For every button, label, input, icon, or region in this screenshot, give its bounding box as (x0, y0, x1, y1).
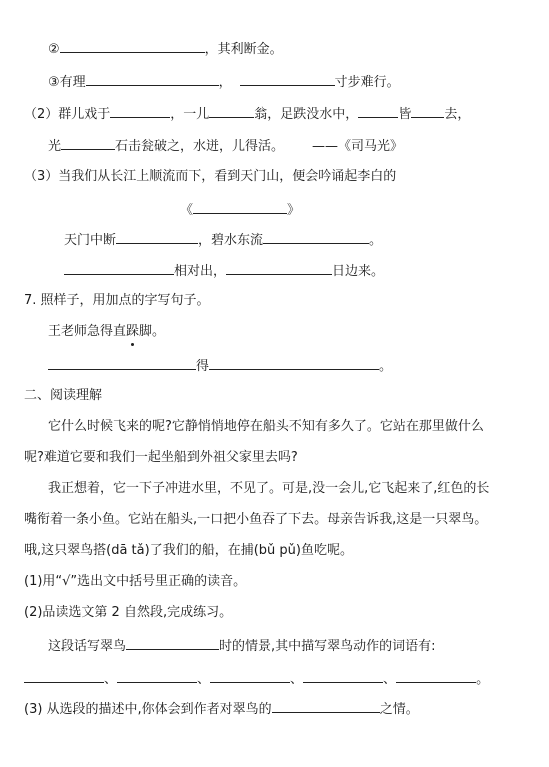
text: 石击瓮破之，水迸，儿得活。 (115, 139, 285, 154)
answer-blank[interactable] (209, 104, 254, 118)
answer-blank[interactable] (117, 669, 197, 683)
emphasis-dot (131, 343, 134, 346)
text: 时的情景,其中描写翠鸟动作的词语有: (219, 639, 436, 654)
q6-sub3-prompt: （3）当我们从长江上顺流而下，看到天门山，便会吟诵起李白的 (24, 169, 397, 184)
text: 天门中断 (64, 233, 117, 248)
q6-sub2-line1 (24, 104, 470, 122)
text: 相对出， (174, 264, 227, 279)
poem-line2 (64, 261, 384, 279)
passage-line: 哦,这只翠鸟搭(dā tǎ)了我们的船，在捕(bǔ pǔ)鱼吃呢。 (24, 543, 353, 558)
text: 《 (180, 203, 194, 218)
answer-blank[interactable] (86, 72, 219, 86)
question-3 (24, 699, 419, 717)
q6-item2 (48, 39, 283, 57)
poem-line1 (64, 230, 382, 248)
text: （2）群儿戏于 (24, 107, 111, 122)
source-citation: ——《司马光》 (312, 139, 404, 154)
emphasized-char: 跺 (126, 323, 139, 341)
poem-title-line (180, 200, 300, 218)
q6-item3 (48, 72, 400, 90)
text: 这段话写翠鸟 (48, 639, 127, 654)
answer-blank[interactable] (61, 136, 115, 150)
q7-fill-line (48, 356, 392, 374)
answer-blank[interactable] (209, 356, 379, 370)
separator: 、 (197, 672, 211, 687)
answer-blank[interactable] (396, 669, 476, 683)
answer-blank[interactable] (116, 230, 198, 244)
answer-blank[interactable] (64, 261, 174, 275)
passage-line: 它什么时候飞来的呢?它静悄悄地停在船头不知有多久了。它站在那里做什么 (48, 419, 484, 434)
answer-blank[interactable] (24, 669, 104, 683)
question-1: (1)用“√”选出文中括号里正确的读音。 (24, 574, 247, 589)
passage-line: 我正想着，它一下子冲进水里，不见了。可是,没一会儿,它飞起来了,红色的长 (48, 481, 490, 496)
q7-title: 7. 照样子，用加点的字写句子。 (24, 293, 210, 308)
text: ，一儿 (170, 107, 210, 122)
question-2-prompt (48, 636, 436, 654)
text: 脚。 (139, 324, 166, 339)
text: 。 (379, 359, 393, 374)
question-2: (2)品读选文第 2 自然段,完成练习。 (24, 605, 233, 620)
answer-blank[interactable] (411, 104, 444, 118)
answer-blank[interactable] (240, 72, 335, 86)
text: 之情。 (379, 702, 419, 717)
item-label: ③有理 (48, 75, 86, 90)
text: 翁，足跌没水中， (254, 107, 359, 122)
text: 王老师急得直 (48, 324, 127, 339)
answer-blank[interactable] (126, 636, 219, 650)
text: 。 (369, 233, 383, 248)
answer-blank[interactable] (263, 230, 369, 244)
separator: 、 (104, 672, 118, 687)
answer-blank[interactable] (226, 261, 332, 275)
item-text: ，其利断金。 (204, 42, 283, 57)
section-heading: 二、阅读理解 (24, 388, 103, 403)
answer-blank[interactable] (210, 669, 290, 683)
passage-line: 嘴衔着一条小鱼。它站在船头,一口把小鱼吞了下去。母亲告诉我,这是一只翠鸟。 (24, 512, 488, 527)
answer-blank[interactable] (272, 699, 380, 713)
answer-blank[interactable] (48, 356, 196, 370)
text: 得 (196, 359, 210, 374)
item-label: ② (48, 42, 60, 57)
text: (3) 从选段的描述中,你体会到作者对翠鸟的 (24, 702, 272, 717)
poem-title-blank[interactable] (193, 200, 287, 214)
answer-blank[interactable] (60, 39, 205, 53)
text: 》 (287, 203, 301, 218)
q7-example (48, 323, 165, 341)
text: 日边来。 (332, 264, 385, 279)
text: ，碧水东流 (198, 233, 264, 248)
text: 。 (476, 672, 490, 687)
text: 皆 (398, 107, 412, 122)
answer-blank[interactable] (358, 104, 398, 118)
passage-line: 呢?难道它要和我们一起坐船到外祖父家里去吗? (24, 450, 298, 465)
separator: 、 (383, 672, 397, 687)
answer-blank[interactable] (110, 104, 170, 118)
text: 光 (48, 139, 62, 154)
text: 去， (444, 107, 471, 122)
item-text: ， (218, 75, 232, 90)
separator: 、 (290, 672, 304, 687)
question-2-blanks (24, 669, 489, 687)
item-text: 寸步难行。 (334, 75, 400, 90)
answer-blank[interactable] (303, 669, 383, 683)
q6-sub2-line2 (48, 136, 403, 154)
